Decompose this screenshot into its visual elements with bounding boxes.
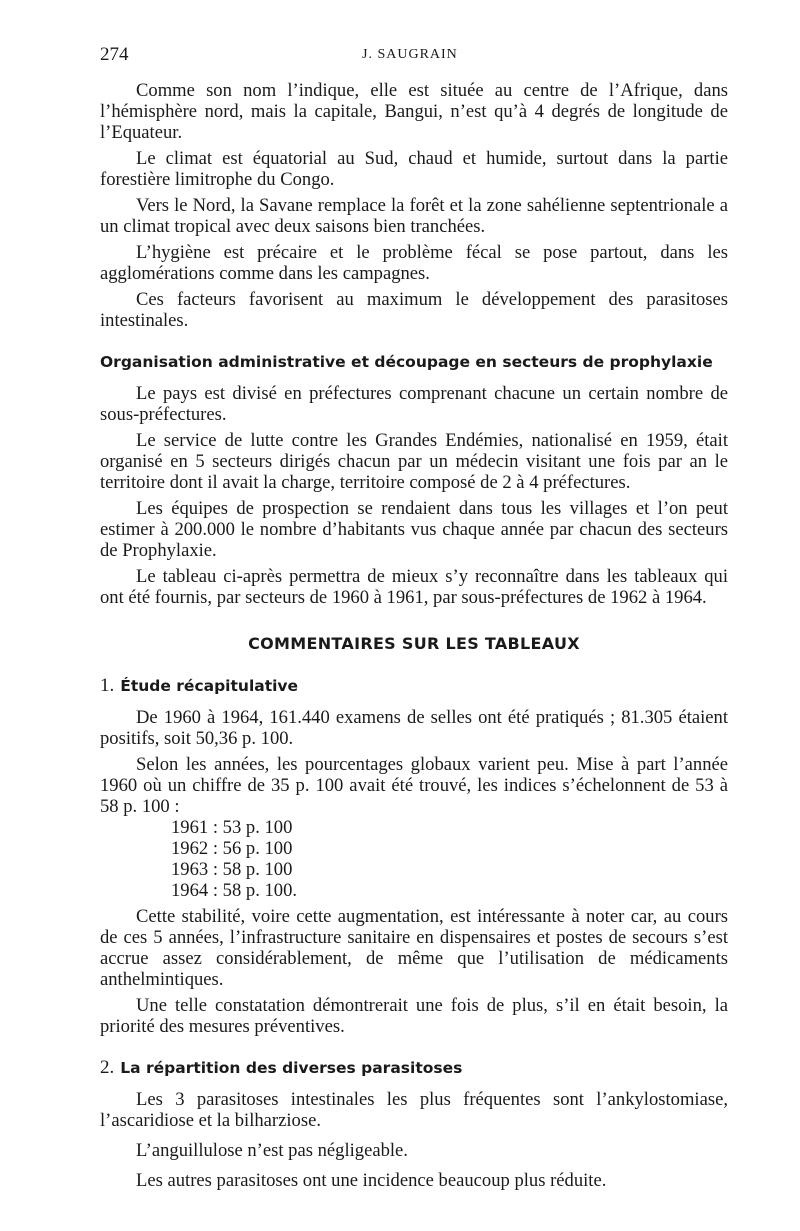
section-1-paragraph: Cette stabilité, voire cette augmentation, est intéressante à noter car, au cours de ces 5 années, l’infrastructure sanitaire en dispensaires et postes de secours s’est accrue assez considérablement, de même que l’utilisation de médicaments anthelmintiques. xyxy=(100,906,728,990)
intro-paragraph: Ces facteurs favorisent au maximum le développement des parasitoses intestinales. xyxy=(100,289,728,331)
section-1-title: Étude récapitulative xyxy=(120,677,299,695)
section-1-heading xyxy=(100,675,728,697)
intro-paragraph: Le climat est équatorial au Sud, chaud et humide, surtout dans la partie forestière limitrophe du Congo. xyxy=(100,148,728,190)
org-paragraph: Le pays est divisé en préfectures comprenant chacune un certain nombre de sous-préfectures. xyxy=(100,383,728,425)
intro-paragraph: Comme son nom l’indique, elle est située au centre de l’Afrique, dans l’hémisphère nord, mais la capitale, Bangui, n’est qu’à 4 degrés de longitude de l’Equateur. xyxy=(100,80,728,143)
section-1-paragraph: De 1960 à 1964, 161.440 examens de selles ont été pratiqués ; 81.305 étaient positifs, soit 50,36 p. 100. xyxy=(100,707,728,749)
section-2-title: La répartition des diverses parasitoses xyxy=(120,1059,463,1077)
section-heading-organisation: Organisation administrative et découpage en secteurs de prophylaxie xyxy=(100,353,713,371)
intro-paragraph: L’hygiène est précaire et le problème fécal se pose partout, dans les agglomérations comme dans les campagnes. xyxy=(100,242,728,284)
yearly-percentage-item: 1964 : 58 p. 100. xyxy=(171,880,298,901)
yearly-percentage-item: 1962 : 56 p. 100 xyxy=(171,838,293,859)
body-text xyxy=(100,80,728,1191)
yearly-percentage-item: 1963 : 58 p. 100 xyxy=(171,859,293,880)
org-paragraph: Les équipes de prospection se rendaient dans tous les villages et l’on peut estimer à 200.000 le nombre d’habitants vus chaque année par chacun des secteurs de Prophylaxie. xyxy=(100,498,728,561)
org-paragraph: Le tableau ci-après permettra de mieux s’y reconnaître dans les tableaux qui ont été fournis, par secteurs de 1960 à 1961, par sous-préfectures de 1962 à 1964. xyxy=(100,566,728,608)
intro-paragraph: Vers le Nord, la Savane remplace la forêt et la zone sahélienne septentrionale a un climat tropical avec deux saisons bien tranchées. xyxy=(100,195,728,237)
page-number: 274 xyxy=(100,44,129,65)
commentaires-heading: COMMENTAIRES SUR LES TABLEAUX xyxy=(248,634,580,653)
running-head xyxy=(100,44,730,68)
running-title: J. SAUGRAIN xyxy=(362,47,458,62)
section-2-paragraph: Les autres parasitoses ont une incidence beaucoup plus réduite. xyxy=(136,1170,607,1191)
section-2-heading xyxy=(100,1057,728,1079)
yearly-percentages-list xyxy=(171,817,728,901)
section-2-paragraph: L’anguillulose n’est pas négligeable. xyxy=(136,1140,408,1161)
section-1-paragraph: Selon les années, les pourcentages globaux varient peu. Mise à part l’année 1960 où un chiffre de 35 p. 100 avait été trouvé, les indices s’échelonnent de 53 à 58 p. 100 : xyxy=(100,754,728,817)
yearly-percentage-item: 1961 : 53 p. 100 xyxy=(171,817,293,838)
section-1-paragraph: Une telle constatation démontrerait une fois de plus, s’il en était besoin, la priorité des mesures préventives. xyxy=(100,995,728,1037)
section-2-number: 2. xyxy=(100,1057,115,1078)
section-2-paragraph: Les 3 parasitoses intestinales les plus fréquentes sont l’ankylostomiase, l’ascaridiose et la bilharziose. xyxy=(100,1089,728,1131)
section-1-number: 1. xyxy=(100,675,115,696)
org-paragraph: Le service de lutte contre les Grandes Endémies, nationalisé en 1959, était organisé en 5 secteurs dirigés chacun par un médecin visitant une fois par an le territoire dont il avait la charge, territoire composé de 2 à 4 préfectures. xyxy=(100,430,728,493)
